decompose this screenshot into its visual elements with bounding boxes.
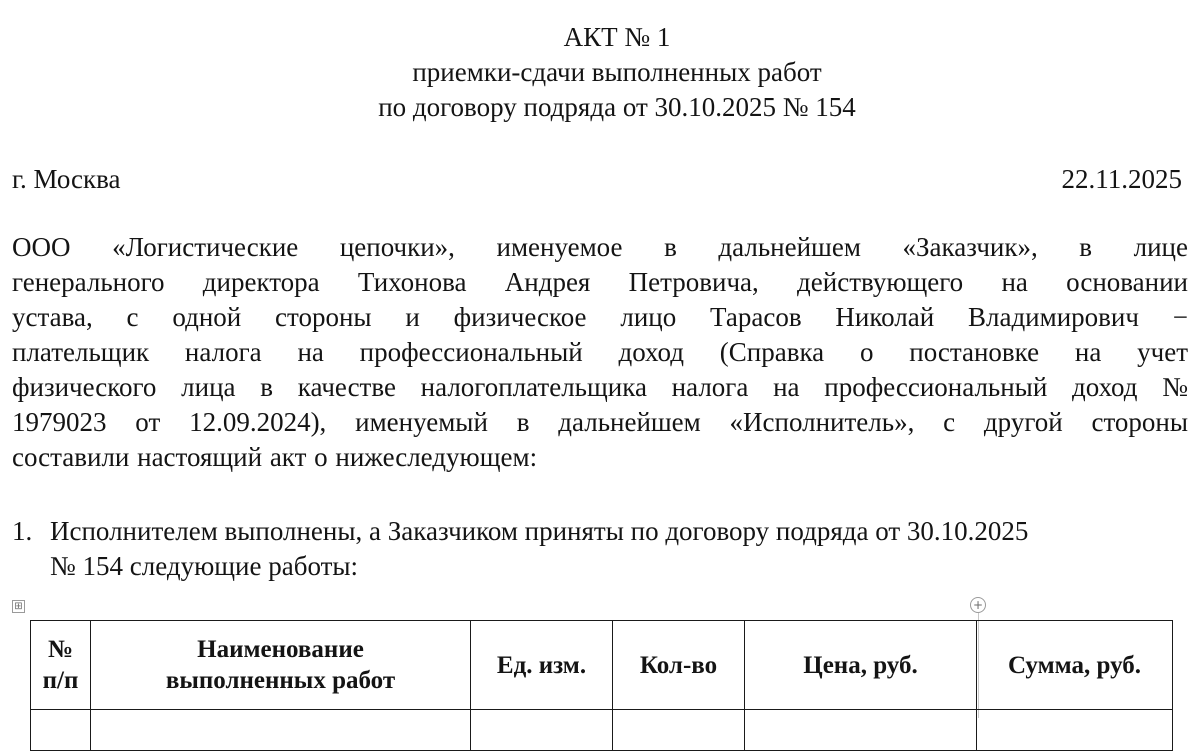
preamble-paragraph [12,230,1188,475]
preamble-line: составили настоящий акт о нижеследующем: [12,442,538,472]
document-date: 22.11.2025 [1061,164,1182,194]
table-cell[interactable] [471,710,613,751]
preamble-line: устава, с одной стороны и физическое лицо Тарасов Николай Владимирович − [12,302,1188,332]
preamble-line: 1979023 от 12.09.2024), именуемый в дальнейшем «Исполнитель», с другой стороны [12,407,1188,437]
preamble-line: физического лица в качестве налогоплательщика налога на профессиональный доход № [12,372,1188,402]
table-cell[interactable] [91,710,471,751]
act-contract-ref: по договору подряда от 30.10.2025 № 154 [378,92,856,122]
clause-text [50,514,1188,584]
table-cell[interactable] [31,710,91,751]
works-table [30,620,1173,751]
table-header-row [31,621,1173,710]
table-cell[interactable] [613,710,745,751]
clause-line: Исполнителем выполнены, а Заказчиком приняты по договору подряда от 30.10.2025 [50,516,1029,546]
header-cell-name[interactable] [91,621,471,710]
act-subtitle: приемки-сдачи выполненных работ [412,57,822,87]
table-row [31,710,1173,751]
header-cell-qty[interactable]: Кол-во [613,621,745,710]
preamble-line: генерального директора Тихонова Андрея Петровича, действующего на основании [12,267,1188,297]
header-cell-unit[interactable]: Ед. изм. [471,621,613,710]
document-header [12,20,1200,125]
act-title: АКТ № 1 [563,22,671,52]
document-page [12,0,1188,718]
clause-line: № 154 следующие работы: [50,551,359,581]
header-name-line2: выполненных работ [165,667,396,694]
preamble-line: ООО «Логистические цепочки», именуемое в дальнейшем «Заказчик», в лице [12,232,1188,262]
table-cell[interactable] [745,710,977,751]
preamble-line: плательщик налога на профессиональный доход (Справка о постановке на учет [12,337,1188,367]
header-cell-sum[interactable]: Сумма, руб. [977,621,1173,710]
table-cell[interactable] [977,710,1173,751]
header-cell-price[interactable]: Цена, руб. [745,621,977,710]
header-cell-num[interactable] [31,621,91,710]
table-move-icon[interactable]: ⊞ [12,600,25,613]
document-city: г. Москва [12,164,121,194]
header-num-line1: № [47,636,74,663]
header-num-line2: п/п [42,667,79,694]
clause-number: 1. [12,516,33,546]
header-name-line1: Наименование [197,636,364,663]
add-column-icon[interactable]: + [970,597,986,613]
